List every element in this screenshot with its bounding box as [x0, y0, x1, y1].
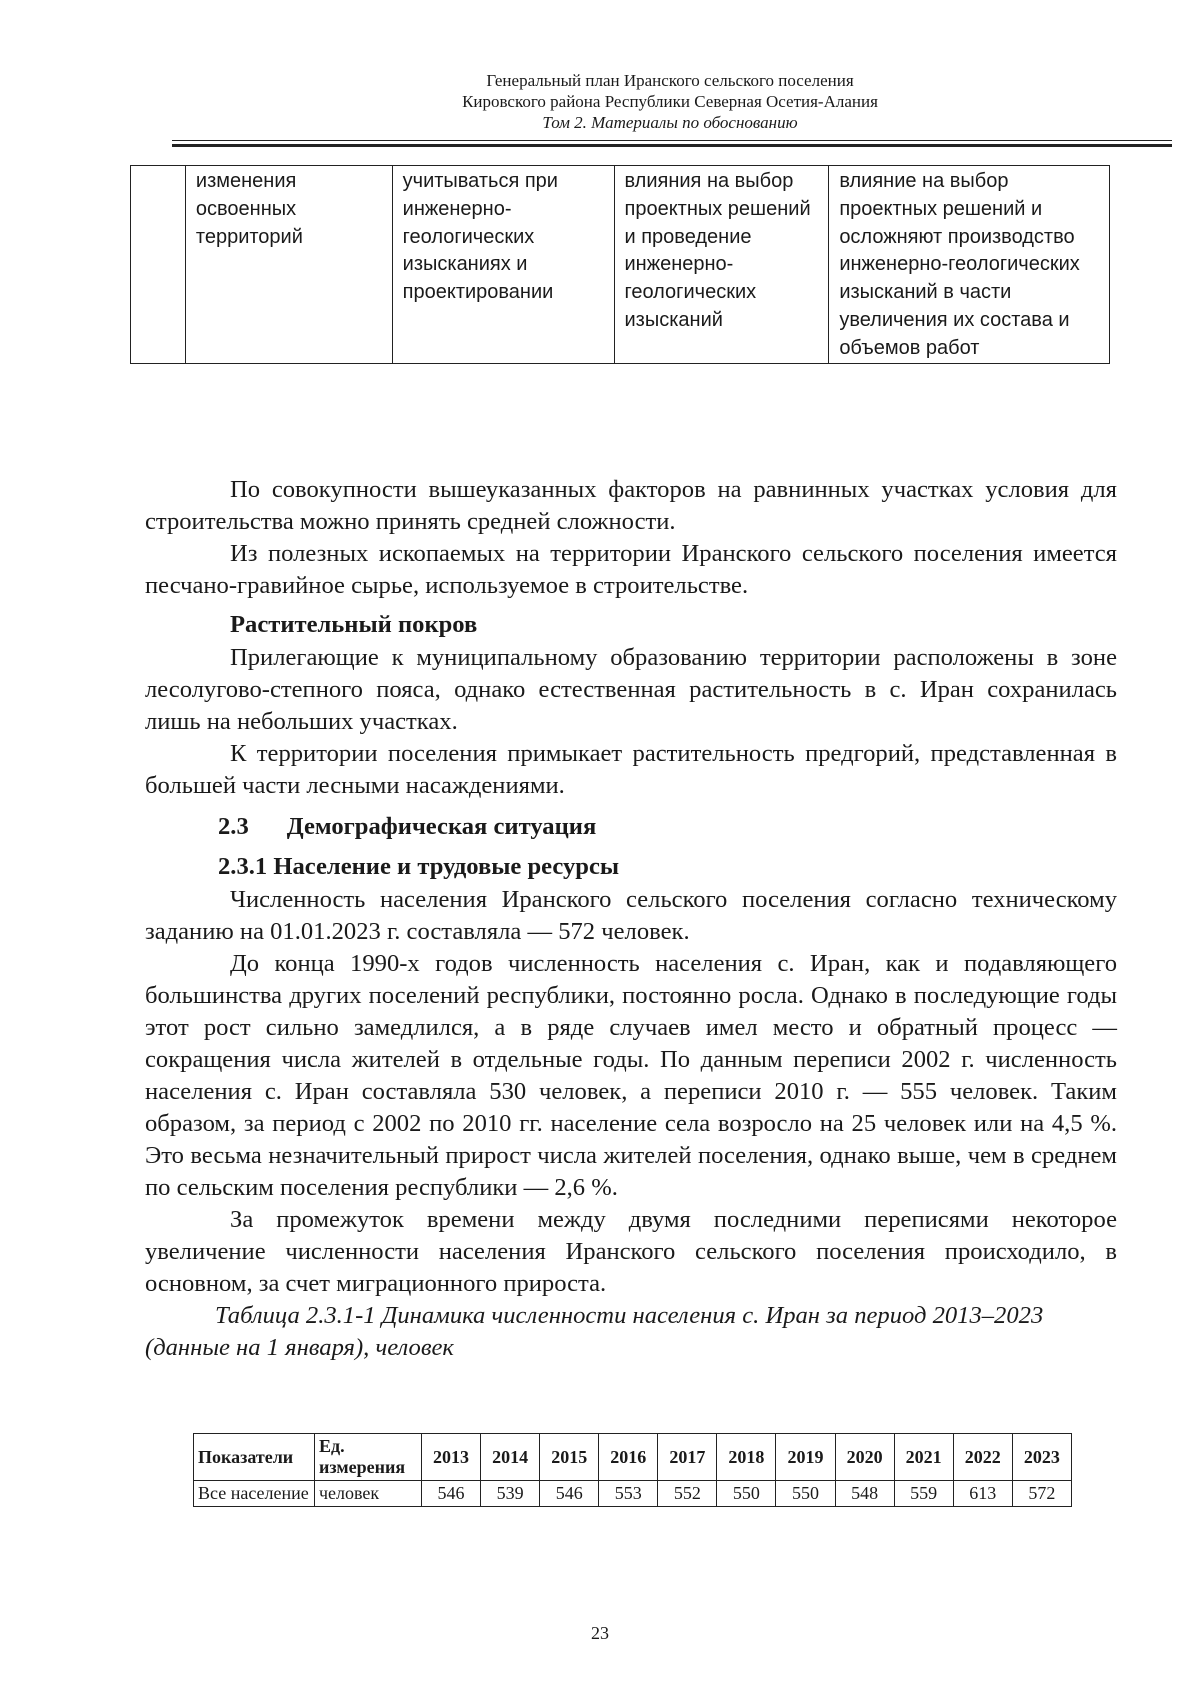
column-header: 2014 — [481, 1434, 540, 1481]
table-cell: 572 — [1012, 1481, 1071, 1507]
table-cell: 553 — [599, 1481, 658, 1507]
table-cell: влияния на выбор проектных решений и проведение инженерно-геологических изысканий — [614, 166, 829, 364]
page-number: 23 — [591, 1623, 609, 1643]
table-cell: влияние на выбор проектных решений и осложняют производство инженерно-геологических изысканий в части увеличения их состава и объемов работ — [829, 166, 1110, 364]
paragraph: За промежуток времени между двумя последними переписями некоторое увеличение численности населения Иранского сельского поселения происходило, в основном, за счет миграционного прироста. — [145, 1206, 1117, 1297]
paragraph: К территории поселения примыкает растительность предгорий, представленная в большей части лесными насаждениями. — [145, 740, 1117, 799]
table-cell: учитываться при инженерно-геологических изысканиях и проектировании — [392, 166, 614, 364]
body-text — [145, 474, 1117, 1364]
paragraph: По совокупности вышеуказанных факторов на равнинных участках условия для строительства можно принять средней сложности. — [145, 476, 1117, 535]
table-cell: Все население — [194, 1481, 315, 1507]
column-header: 2023 — [1012, 1434, 1071, 1481]
header-volume: Том 2. Материалы по обоснованию — [542, 113, 798, 132]
table-cell: 552 — [658, 1481, 717, 1507]
table-header-row — [194, 1434, 1072, 1481]
column-header: 2020 — [835, 1434, 894, 1481]
table-cell — [131, 166, 186, 364]
header-region: Кировского района Республики Северная Осетия-Алания — [462, 92, 878, 111]
table-cell: человек — [315, 1481, 422, 1507]
section-heading: Растительный покров — [230, 611, 478, 638]
table-cell: 550 — [776, 1481, 835, 1507]
column-header: Ед. измерения — [315, 1434, 422, 1481]
table-cell: изменения освоенных территорий — [185, 166, 392, 364]
section-heading — [145, 810, 1117, 844]
table-caption: Таблица 2.3.1-1 Динамика численности населения с. Иран за период 2013–2023 (данные на 1 января), человек — [145, 1302, 1044, 1361]
column-header: 2018 — [717, 1434, 776, 1481]
paragraph: Численность населения Иранского сельского поселения согласно техническому заданию на 01.01.2023 г. составляла — 572 человек. — [145, 886, 1117, 945]
table-cell: 559 — [894, 1481, 953, 1507]
continuation-table — [130, 165, 1110, 364]
table-cell: 613 — [953, 1481, 1012, 1507]
table-row — [131, 166, 1110, 364]
column-header: 2019 — [776, 1434, 835, 1481]
table-cell: 550 — [717, 1481, 776, 1507]
table-cell: 539 — [481, 1481, 540, 1507]
table-cell: 546 — [540, 1481, 599, 1507]
section-title: Демографическая ситуация — [286, 813, 597, 840]
population-table — [193, 1433, 1072, 1507]
column-header: 2017 — [658, 1434, 717, 1481]
column-header: Показатели — [194, 1434, 315, 1481]
table-cell: 546 — [422, 1481, 481, 1507]
paragraph: Из полезных ископаемых на территории Иранского сельского поселения имеется песчано-гравийное сырье, используемое в строительстве. — [145, 540, 1117, 599]
section-number: 2.3 — [218, 813, 249, 840]
column-header: 2015 — [540, 1434, 599, 1481]
paragraph: До конца 1990-х годов численность населения с. Иран, как и подавляющего большинства других поселений республики, постоянно росла. Однако в последующие годы этот рост сильно замедлился, а в ряде случаев имел место и обратный процесс — сокращения числа жителей в отдельные годы. По данным переписи 2002 г. численность населения с. Иран составляла 530 человек, а переписи 2010 г. — 555 человек. Таким образом, за период с 2002 по 2010 гг. население села возросло на 25 человек или на 4,5 %. Это весьма незначительный прирост числа жителей поселения, однако выше, чем в среднем по сельским поселения республики — 2,6 %. — [145, 950, 1117, 1201]
subsection-heading: 2.3.1 Население и трудовые ресурсы — [218, 853, 620, 880]
column-header: 2013 — [422, 1434, 481, 1481]
table-cell: 548 — [835, 1481, 894, 1507]
header-rule-thin — [172, 140, 1172, 141]
column-header: 2016 — [599, 1434, 658, 1481]
column-header: 2022 — [953, 1434, 1012, 1481]
header-rule-thick — [172, 144, 1172, 147]
paragraph: Прилегающие к муниципальному образованию территории расположены в зоне лесолугово-степного пояса, однако естественная растительность в с. Иран сохранилась лишь на небольших участках. — [145, 644, 1117, 735]
table-row — [194, 1481, 1072, 1507]
header-title: Генеральный план Иранского сельского поселения — [486, 71, 854, 90]
document-header — [170, 70, 1170, 133]
column-header: 2021 — [894, 1434, 953, 1481]
